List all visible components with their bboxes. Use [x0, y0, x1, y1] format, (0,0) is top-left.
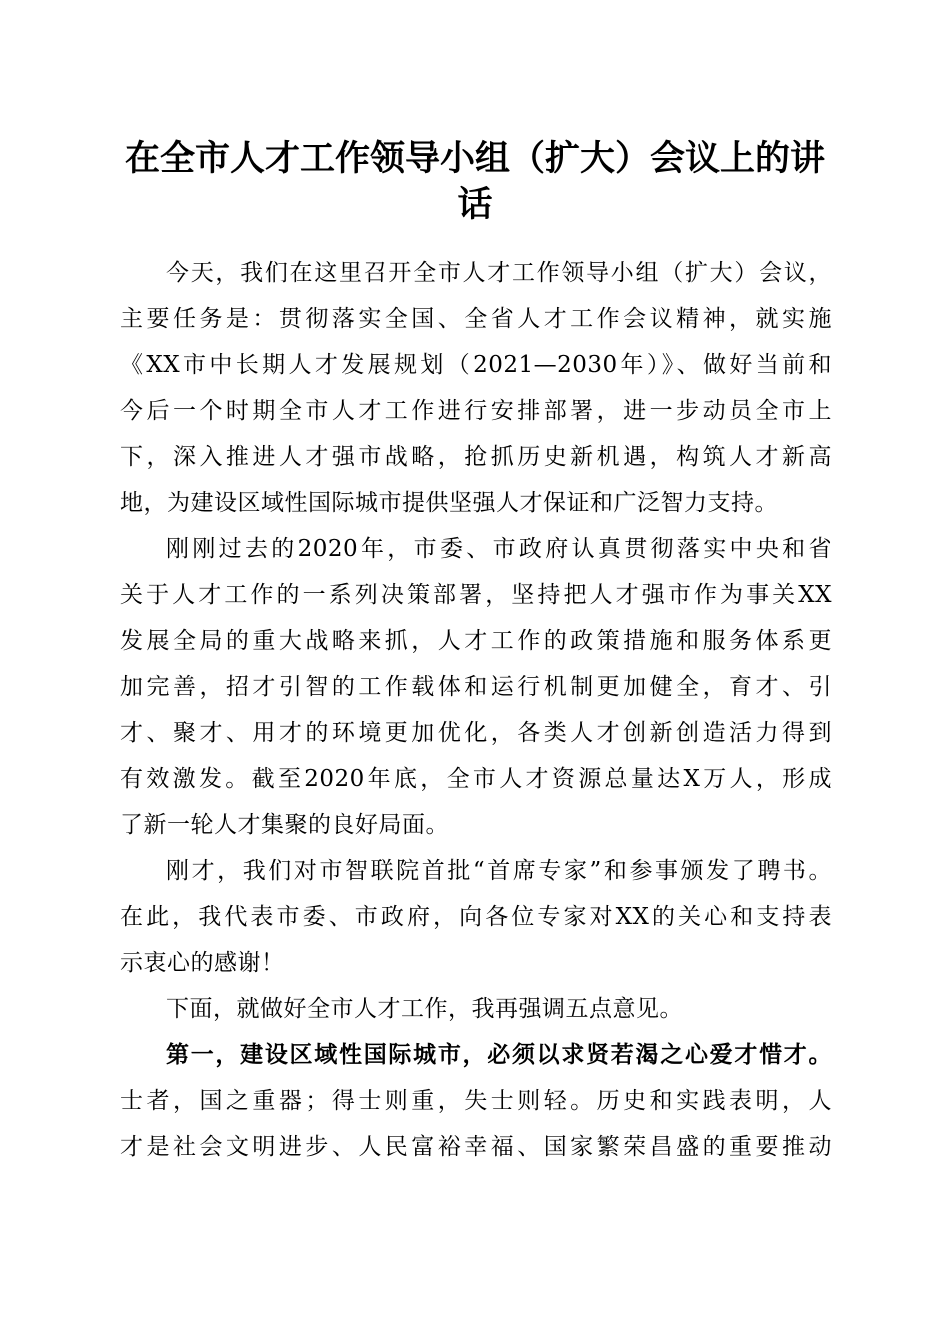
paragraph — [120, 1032, 832, 1170]
paragraph-line: 下，深入推进人才强市战略，抢抓历史新机遇，构筑人才新高 — [120, 444, 832, 470]
paragraph-line: 士者，国之重器；得士则重，失士则轻。历史和实践表明，人 — [120, 1088, 832, 1114]
paragraph-line: 才是社会文明进步、人民富裕幸福、国家繁荣昌盛的重要推动 — [120, 1134, 832, 1160]
title-line-1: 在全市人才工作领导小组（扩大）会议上的讲 — [124, 138, 825, 179]
title-line-2: 话 — [457, 184, 493, 225]
paragraph-line: 刚才，我们对市智联院首批“首席专家”和参事颁发了聘书。 — [166, 858, 832, 884]
paragraph-line: 刚刚过去的2020年，市委、市政府认真贯彻落实中央和省 — [166, 536, 832, 562]
paragraph-line: 有效激发。截至2020年底，全市人才资源总量达X万人，形成 — [120, 766, 832, 792]
paragraph-line: 今后一个时期全市人才工作进行安排部署，进一步动员全市上 — [120, 398, 832, 424]
paragraph-line: 在此，我代表市委、市政府，向各位专家对XX的关心和支持表 — [120, 904, 832, 930]
paragraph-line: 才、聚才、用才的环境更加优化，各类人才创新创造活力得到 — [120, 720, 832, 746]
paragraph-line: 《XX市中长期人才发展规划（2021—2030年）》、做好当前和 — [120, 352, 832, 378]
paragraph-line: 关于人才工作的一系列决策部署，坚持把人才强市作为事关XX — [120, 582, 832, 608]
paragraph-line: 加完善，招才引智的工作载体和运行机制更加健全，育才、引 — [120, 674, 832, 700]
paragraph — [120, 848, 832, 986]
paragraph-line: 今天，我们在这里召开全市人才工作领导小组（扩大）会议， — [166, 260, 832, 286]
paragraph-line: 示衷心的感谢！ — [120, 950, 285, 976]
paragraph — [120, 986, 832, 1032]
paragraph-line: 主要任务是：贯彻落实全国、全省人才工作会议精神，就实施 — [120, 306, 832, 332]
paragraph-line: 第一，建设区域性国际城市，必须以求贤若渴之心爱才惜才。 — [166, 1041, 832, 1068]
paragraph-line: 地，为建设区域性国际城市提供坚强人才保证和广泛智力支持。 — [120, 490, 778, 516]
document-title — [110, 136, 840, 228]
paragraph — [120, 526, 832, 848]
paragraph — [120, 250, 832, 526]
paragraph-line: 下面，就做好全市人才工作，我再强调五点意见。 — [166, 996, 683, 1022]
paragraph-line: 发展全局的重大战略来抓，人才工作的政策措施和服务体系更 — [120, 628, 832, 654]
paragraph-line: 了新一轮人才集聚的良好局面。 — [120, 812, 449, 838]
document-body — [120, 250, 832, 1170]
